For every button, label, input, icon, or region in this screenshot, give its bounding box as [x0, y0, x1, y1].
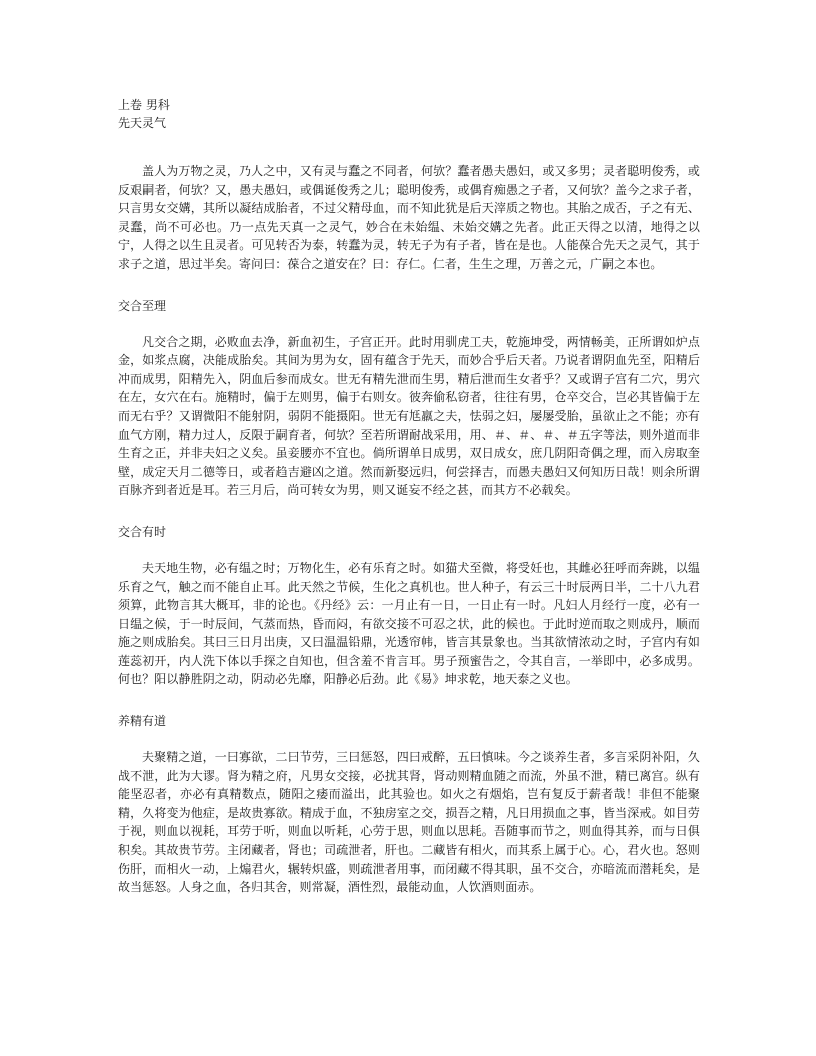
paragraph-intercourse-principle: 凡交合之期，必败血去净，新血初生，子宫正开。此时用驯虎工夫，乾施坤受，两情畅美，正所谓如炉点金，如浆点腐，决能成胎矣。其间为男为女，固有蕴含于先天，而妙合乎后天者。乃说者谓阴血先至，阳精后冲而成男，阳精先入，阴血后参而成女。世无有精先泄而生男，精后泄而生女者乎？又或谓子宫有二穴，男穴在左，女穴在右。施精时，偏于左则男，偏于右则女。彼奔偷私窃者，往往有男，仓卒交合，岂必其皆偏于左而无右乎？又谓微阳不能射阴，弱阴不能摄阳。世无有尪羸之夫，怯弱之妇，屡屡受胎，虽欲止之不能；亦有血气方刚，精力过人，反限于嗣育者，何欤？至若所谓耐战采用，用、＃、＃、＃、＃五字等法，则外道而非生育之正，并非夫妇之义矣。虽妾腰亦不宜也。倘所谓单日成男，双日成女，庶几阴阳奇偶之理，而入房取奎壁，成定天月二德等日，或者趋吉避凶之道。然而新娶远归，何尝择吉，而愚夫愚妇又何知历日哉！则余所谓百脉齐到者近是耳。若三月后，尚可转女为男，则又诞妄不经之甚，而其方不必载矣。	[118, 334, 700, 498]
paragraph-nurturing-essence: 夫聚精之道，一曰寡欲，二曰节劳，三曰惩怒，四曰戒醉，五曰慎味。今之谈养生者，多言采阴补阳，久战不泄，此为大谬。肾为精之府，凡男女交接，必扰其肾，肾动则精血随之而流，外虽不泄，精已离宫。纵有能坚忍者，亦必有真精数点，随阳之痿而溢出，此其验也。如火之有烟焰，岂有复反于薪者哉！非但不能聚精，久将变为他症，是故贵寡欲。精成于血，不独房室之交，损吾之精，凡日用损血之事，皆当深戒。如目劳于视，则血以视耗，耳劳于听，则血以听耗，心劳于思，则血以思耗。吾随事而节之，则血得其养，而与日俱积矣。其故贵节劳。主闭藏者，肾也；司疏泄者，肝也。二藏皆有相火，而其系上属于心。心，君火也。怒则伤肝，而相火一动，上煽君火，辗转炽盛，则疏泄者用事，而闭藏不得其职，虽不交合，亦暗流而潜耗矣，是故当惩怒。人身之血，各归其舍，则常凝，酒性烈，最能动血，人饮酒则面赤。	[118, 750, 700, 895]
chapter-heading: 先天灵气	[118, 116, 167, 130]
volume-heading: 上卷 男科	[118, 98, 170, 112]
document-page	[118, 96, 700, 897]
paragraph-innate-spirit: 盖人为万物之灵，乃人之中，又有灵与蠢之不同者，何欤？蠢者愚夫愚妇，或又多男；灵者聪明俊秀，或反艰嗣者，何欤？又，愚夫愚妇，或偶诞俊秀之儿；聪明俊秀，或偶育痴愚之子者，又何欤？盖今之求子者，只言男女交媾，其所以凝结成胎者，不过父精母血，而不知此犹是后天滓质之物也。其胎之成否，子之有无、灵蠢，尚不可必也。乃一点先天真一之灵气，妙合在未始缊、未始交媾之先者。此正天得之以清，地得之以宁，人得之以生且灵者。可见转否为泰，转蠢为灵，转无子为有子者，皆在是也。人能葆合先天之灵气，其于求子之道，思过半矣。寄问曰：葆合之道安在？曰：存仁。仁者，生生之理，万善之元，广嗣之本也。	[118, 164, 700, 271]
section-title-nurturing-essence: 养精有道	[118, 714, 167, 729]
paragraph-intercourse-timing: 夫天地生物，必有缊之时；万物化生，必有乐育之时。如猫犬至微，将受妊也，其雌必狂呼而奔跳，以缊乐育之气，触之而不能自止耳。此天然之节候，生化之真机也。世人种子，有云三十时辰两日半，二十八九君须算，此物言其大概耳，非的论也。《丹经》云：一月止有一日，一日止有一时。凡妇人月经行一度，必有一日缊之候，于一时辰间，气蒸而热，昏而闷，有欲交接不可忍之状，此的候也。于此时逆而取之则成丹，顺而施之则成胎矣。其曰三日月出庚，又曰温温铅鼎，光透帘帏，皆言其景象也。当其欲情浓动之时，子宫内有如莲蕊初开，内人洗下体以手探之自知也，但含羞不肯言耳。男子预蜜告之，令其自言，一举即中，必多成男。何也？阳以静胜阴之动，阴动必先靡，阳静必后劲。此《易》坤求乾，地天泰之义也。	[118, 560, 700, 687]
section-title-intercourse-timing: 交合有时	[118, 524, 167, 539]
section-title-intercourse-principle: 交合至理	[118, 298, 167, 313]
